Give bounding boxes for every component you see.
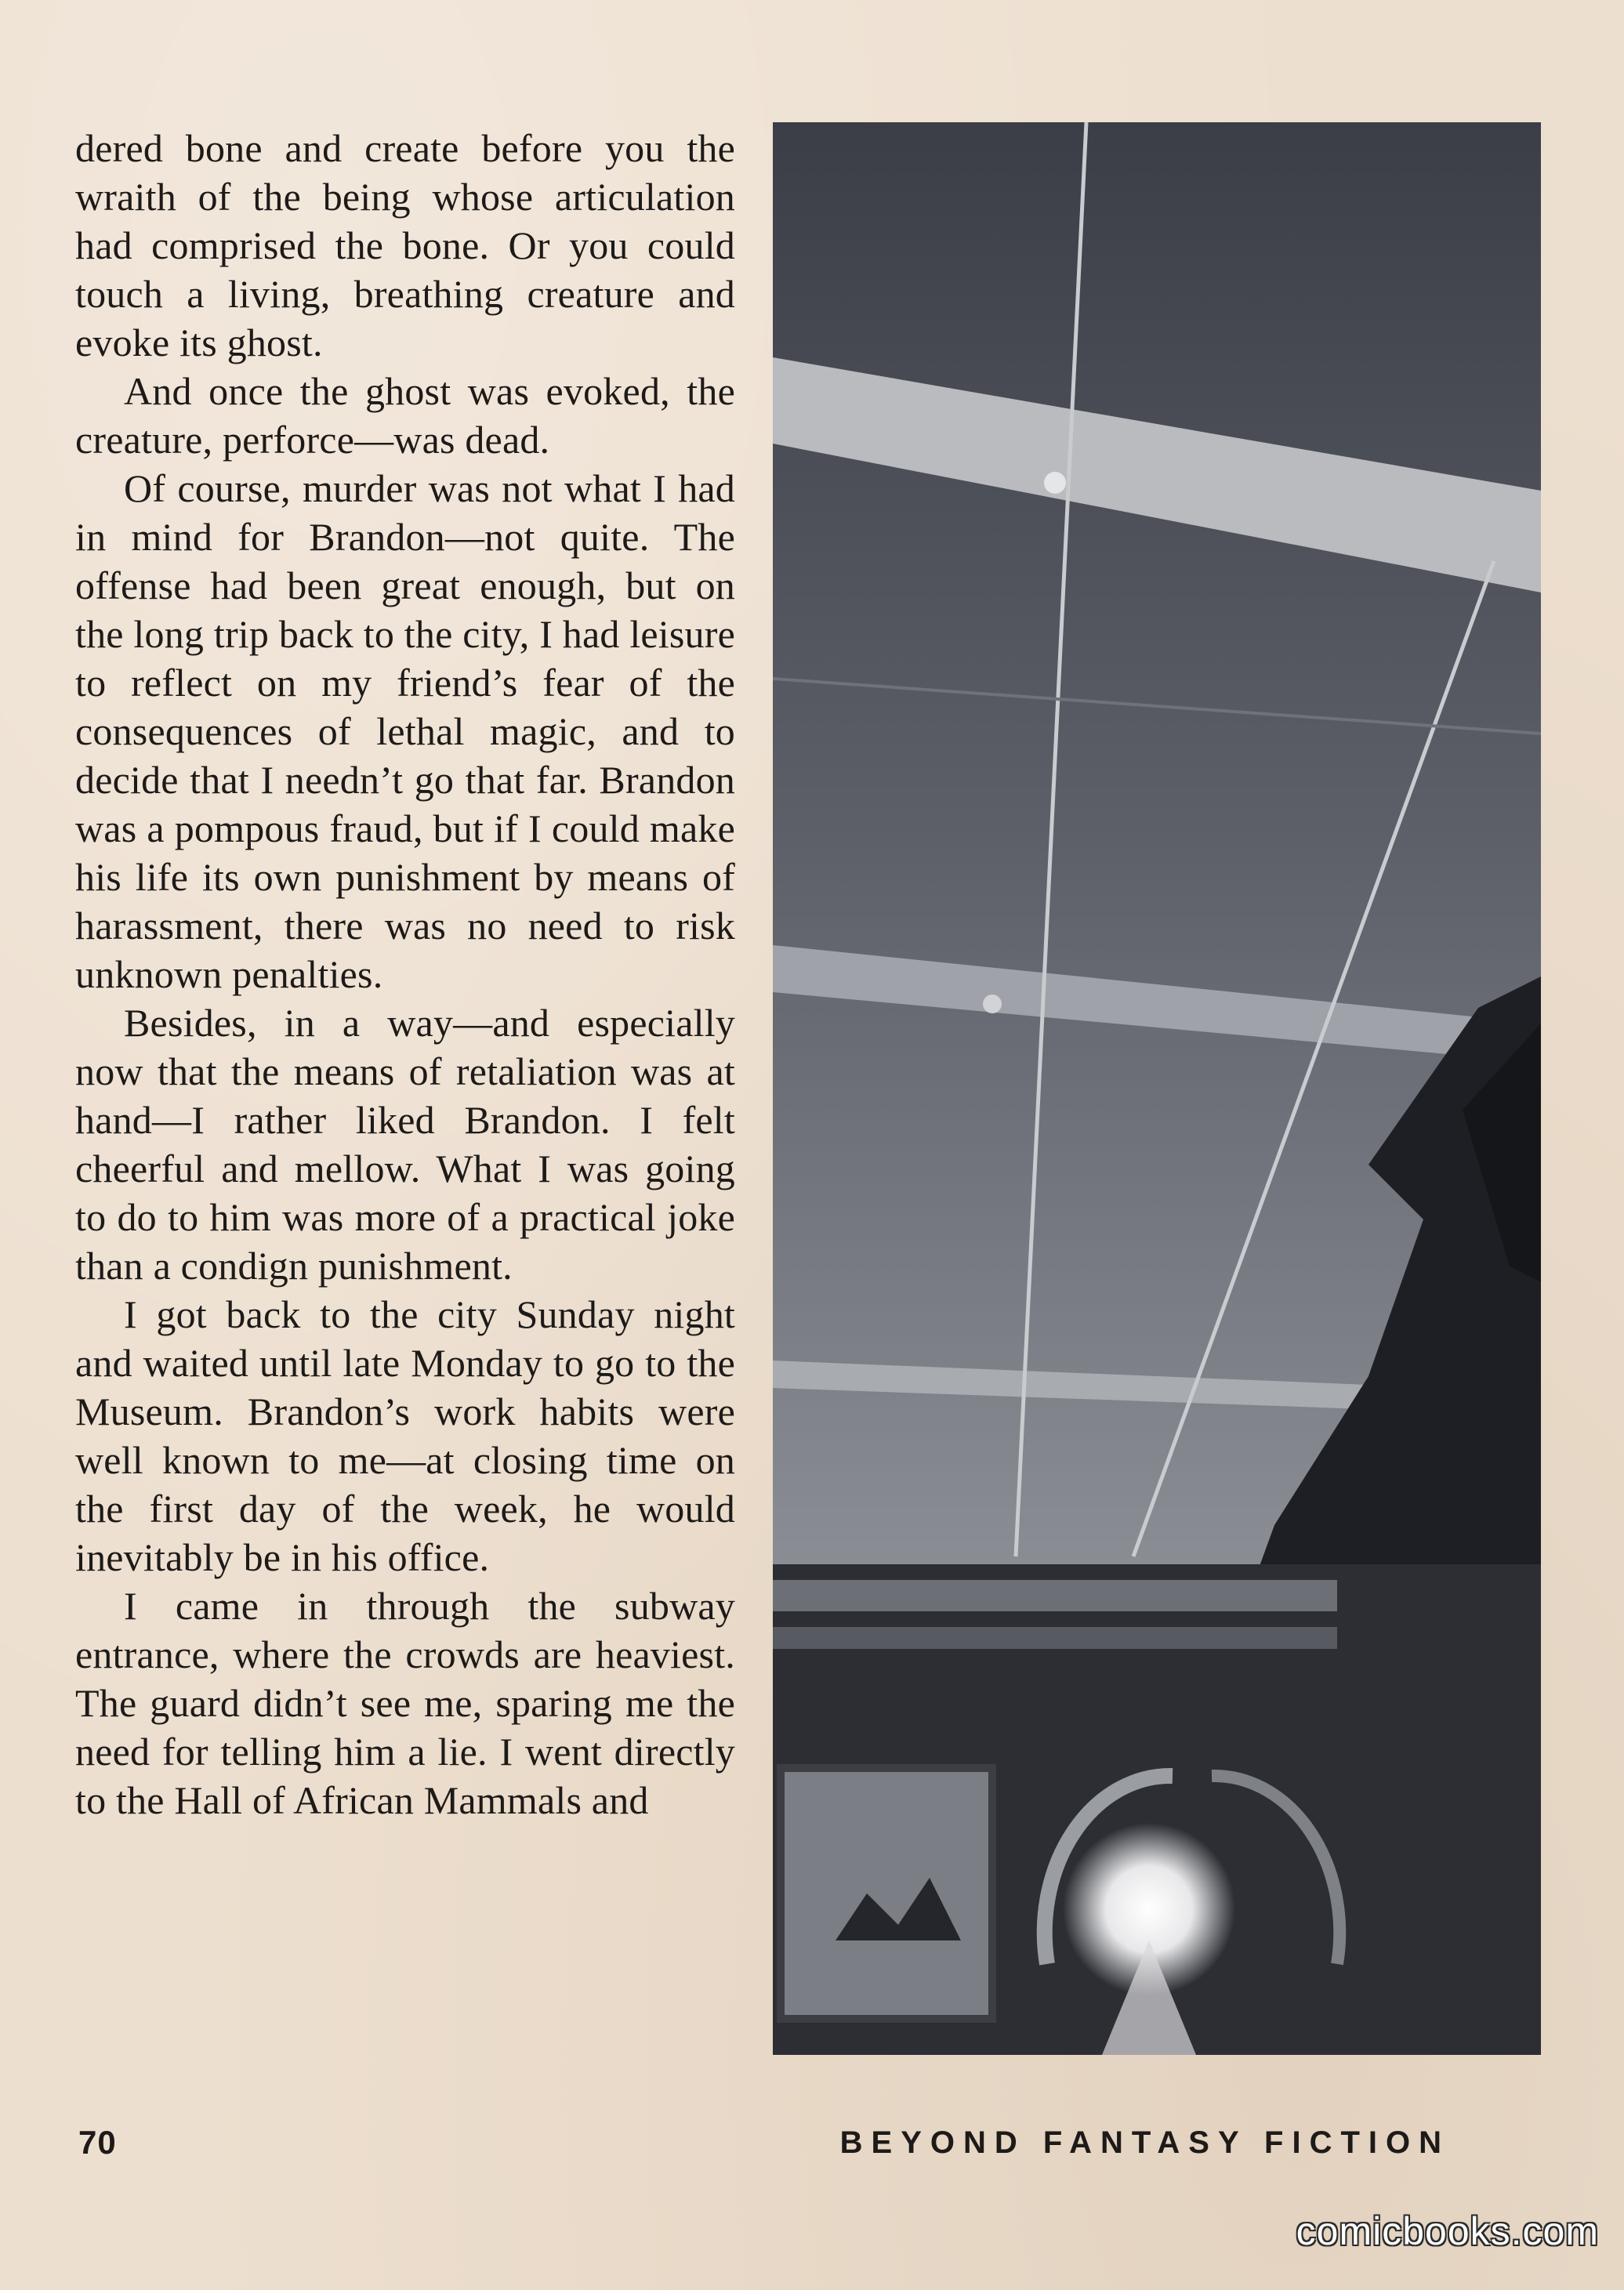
site-watermark: comicbooks.com [1296,2209,1599,2253]
story-paragraph: And once the ghost was evoked, the creature, perforce—was dead. [75,369,735,462]
magazine-title: BEYOND FANTASY FICTION [839,2125,1450,2160]
story-paragraph: I came in through the subway entrance, where the crowds are heaviest. The guard didn’t see me, sparing me the need for telling him a lie. I went directly to the Hall of African Mammals and [75,1584,735,1822]
story-text-column [75,124,735,2075]
beam-bolt [1044,472,1066,494]
story-paragraph: I got back to the city Sunday night and waited until late Monday to go to the Museum. Brandon’s work habits were well known to me—at closing time on the first day of the week, he would inevitably be in his office. [75,1292,735,1579]
balcony-railing [773,1580,1337,1611]
story-paragraph: dered bone and create before you the wraith of the being whose articulation had comprised the bone. Or you could touch a living, breathing creature and evoke its ghost. [75,126,735,364]
page-number: 70 [78,2124,117,2161]
story-paragraph: Besides, in a way—and especially now that the means of retaliation was at hand—I rather liked Brandon. I felt cheerful and mellow. What I was going to do to him was more of a practical joke than a condign punishment. [75,1001,735,1288]
story-paragraph: Of course, murder was not what I had in mind for Brandon—not quite. The offense had been great enough, but on the long trip back to the city, I had leisure to reflect on my friend’s fear of the consequences of lethal magic, and to decide that I needn’t go that far. Brandon was a pompous fraud, but if I could make his life its own punishment by means of harassment, there was no need to risk unknown penalties. [75,466,735,996]
museum-illustration [773,122,1541,2055]
beam-bolt [983,995,1002,1013]
balcony-railing [773,1627,1337,1649]
museum-ceiling-drawing [773,122,1541,2055]
diorama-case [781,1768,992,2019]
